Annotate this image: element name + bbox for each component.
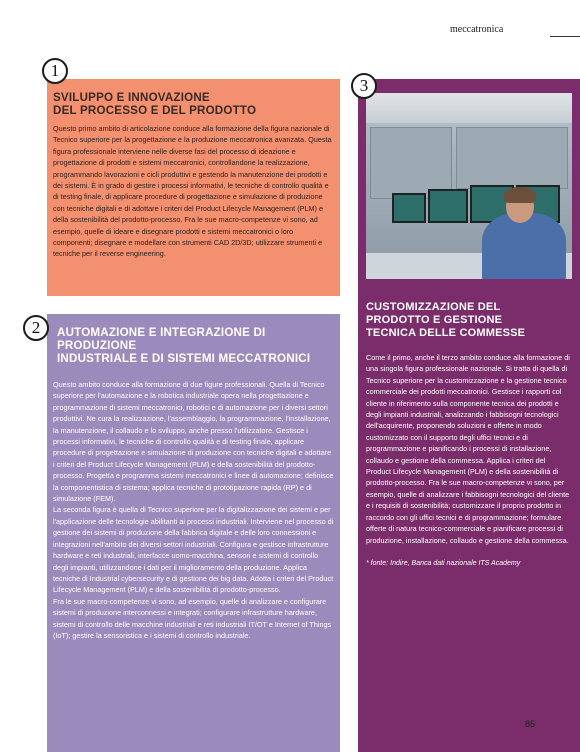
section-3-number-badge: 3 bbox=[351, 73, 377, 99]
section-1-paragraph: Questo primo ambito di articolazione conduce alla formazione della figura nazionale di Tecnico superiore per la progettazione e la produzione meccatronica avanzata. Questa figura professionale interviene nelle diverse fasi del processo di ideazione e progettazione di prodotti e sistemi meccatronici, controllandone la realizzazione, programmando lavorazioni e cicli produttivi e gestendo la manutenzione dei prodotti e dei sistemi. È in grado di gestire i processi informativi, le tecniche di controllo qualità e di testing finale, di applicare procedure di progettazione e simulazione di produzione con tecniche digitali e di adottare i criteri del Product Lifecycle Management (PLM) e della sostenibilità del prodotto-processo. Fra le sue macro-competenze vi sono, ad esempio, quelle di ideare e disegnare prodotti e sistemi meccatronici o loro componenti; disegnare e modellare con strumenti CAD 2D/3D; utilizzare strumenti e tecniche per il reverse engineering. bbox=[53, 124, 332, 259]
photo-person bbox=[482, 213, 566, 279]
section-3-footnote: * fonte: Indire, Banca dati nazionale ITS Academy bbox=[366, 559, 521, 567]
section-1-body bbox=[53, 123, 334, 260]
section-3-title bbox=[366, 301, 572, 340]
control-room-photo bbox=[366, 93, 572, 279]
section-2-title bbox=[57, 326, 334, 365]
section-3-body bbox=[366, 352, 572, 546]
section-3-title-line3: TECNICA DELLE COMMESSE bbox=[366, 327, 526, 339]
section-2-number-badge: 2 bbox=[23, 315, 49, 341]
section-3-box bbox=[358, 79, 580, 752]
section-2-box bbox=[47, 314, 340, 752]
section-2-paragraph-2: La seconda figura è quella di Tecnico superiore per la digitalizzazione dei sistemi e per l'applicazione delle tecnologie abilitanti ai processi industriali. Interviene nel processo di gestione dei sistemi di produzione della fabbrica digitale e delle loro connessioni e integrazioni nell'ambito dei diversi settori industriali. Configura e gestisce infrastrutture hardware e reti industriali, interfacce uomo-macchina, sensori e sistemi di controllo degli impianti, utilizzandone i dati per il miglioramento della produzione. Applica tecniche di Industrial cybersecurity e di gestione dei big data. Adotta i criteri del Product Lifecycle Management (PLM) e della sostenibilità di prodotto-processo. bbox=[53, 505, 334, 595]
page-number: 85 bbox=[524, 719, 535, 729]
section-1-title bbox=[53, 91, 334, 117]
section-1-title-line2: DEL PROCESSO E DEL PRODOTTO bbox=[53, 104, 257, 117]
photo-monitor bbox=[428, 189, 468, 223]
section-2-body bbox=[53, 379, 334, 641]
running-header: meccatronica bbox=[450, 24, 504, 35]
photo-wall-panel bbox=[456, 127, 568, 189]
header-rule bbox=[550, 36, 580, 37]
photo-monitor bbox=[392, 193, 426, 223]
section-1-title-line1: SVILUPPO E INNOVAZIONE bbox=[53, 91, 210, 104]
section-1-number-badge: 1 bbox=[42, 58, 68, 84]
section-2-paragraph-1: Questo ambito conduce alla formazione di due figure professionali. Quella di Tecnico superiore per l'automazione e la robotica industriale opera nella progettazione e programmazione di sistemi meccatronici, robotici e di automazione per i diversi settori produttivi. Ne cura la realizzazione, l'assemblaggio, la programmazione, l'installazione, la manutenzione, il collaudo e lo sviluppo, anche presso l'utilizzatore. Gestisce i processi informativi, le tecniche di controllo qualità e di testing finale, applicare procedure di progettazione e simulazione di produzione con tecniche digitali e adottare i criteri del Product Lifecycle Management (PLM) e della sostenibilità del prodotto-processo. Progetta e programma sistemi meccatronici e linee di automazione; definisce la componentistica di sistema; applica tecniche di prototipazione rapida (RP) e di simulazione (FEM). bbox=[53, 380, 334, 504]
section-2-title-line1: AUTOMAZIONE E INTEGRAZIONE DI PRODUZIONE bbox=[57, 326, 266, 352]
section-1-box bbox=[47, 79, 340, 296]
section-3-paragraph: Come il primo, anche il terzo ambito conduce alla formazione di una singola figura professionale nazionale. Si tratta di quella di Tecnico superiore per la customizzazione e la gestione tecnico commerciale dei prodotti meccatronici. Gestisce i rapporti col cliente in riferimento sulla componente tecnica dei prodotti e degli impianti industriali, analizzando i fabbisogni tecnologici dell'acquirente, proponendo soluzioni e offerte in modo customizzato con il supporto degli uffici tecnici e di programmazione e pianificando i processi di installazione, collaudo e gestione della commessa. Applica i criteri del Product Lifecycle Management (PLM) e della sostenibilità di prodotto-processo. Fra le sue macro-competenze vi sono, per esempio, quelle di analizzare i fabbisogni tecnologici del cliente e i requisiti di sostenibilità; customizzare il proprio prodotto in raccordo con gli uffici tecnici e di programmazione; formulare offerte di natura tecnico-commerciale e pianificare processi di produzione, installazione, collaudo e gestione della commessa. bbox=[366, 353, 570, 545]
section-3-title-line1: CUSTOMIZZAZIONE DEL bbox=[366, 301, 501, 313]
photo-person-hair bbox=[504, 187, 536, 203]
photo-ceiling bbox=[366, 93, 572, 123]
section-3-title-line2: PRODOTTO E GESTIONE bbox=[366, 314, 503, 326]
section-2-title-line2: INDUSTRIALE E DI SISTEMI MECCATRONICI bbox=[57, 352, 311, 365]
section-2-paragraph-3: Fra le sue macro-competenze vi sono, ad esempio, quelle di analizzare e configurare sistemi di produzione interconnessi e integrati; configurare infrastrutture hardware, sistemi di controllo delle macchine industriali e reti industriali IT/OT e Internet of Things (IoT); gestire la sensoristica e i sistemi di controllo industriale. bbox=[53, 596, 332, 640]
